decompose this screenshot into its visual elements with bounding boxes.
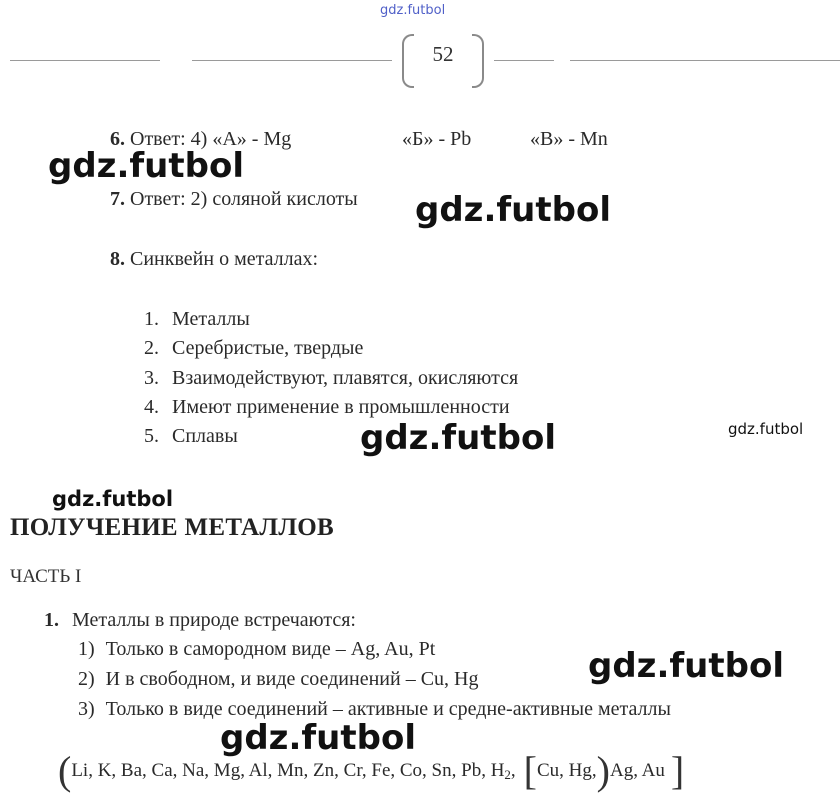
- list-item: [144, 308, 250, 331]
- task-item-text: Только в самородном виде – Ag, Au, Pt: [105, 638, 436, 660]
- task-1: [44, 609, 356, 632]
- watermark: gdz.futbol: [588, 646, 784, 686]
- page-number: 52: [432, 42, 454, 66]
- section-part: ЧАСТЬ I: [10, 566, 82, 587]
- answer-6-v: «В» - Mn: [530, 128, 608, 150]
- series-separator: ,: [510, 759, 516, 781]
- list-item-text: Металлы: [172, 308, 250, 330]
- list-item-number: 5.: [144, 425, 159, 447]
- list-item: [144, 396, 510, 419]
- answer-8-number: 8.: [110, 248, 125, 270]
- list-item-text: Имеют применение в промышленности: [172, 396, 510, 418]
- list-item: [144, 367, 518, 390]
- answer-6-b: «Б» - Pb: [402, 128, 472, 150]
- watermark: gdz.futbol: [360, 418, 556, 458]
- series-main: [71, 760, 515, 783]
- task-item-number: 3): [78, 698, 95, 720]
- header-watermark: gdz.futbol: [380, 3, 446, 18]
- task-item: [78, 668, 478, 691]
- watermark: gdz.futbol: [728, 420, 804, 438]
- list-item-text: Взаимодействуют, плавятся, окисляются: [172, 367, 519, 389]
- watermark: gdz.futbol: [52, 487, 174, 511]
- answer-7: [110, 188, 358, 211]
- task-1-text: Металлы в природе встречаются:: [72, 609, 356, 631]
- list-item-number: 3.: [144, 367, 159, 389]
- series-tail: Ag, Au: [609, 760, 665, 781]
- answer-8: [110, 248, 318, 271]
- list-item-number: 1.: [144, 308, 159, 330]
- series-main-text: Li, K, Ba, Ca, Na, Mg, Al, Mn, Zn, Cr, Fe, Co, Sn, Pb, H: [71, 759, 505, 781]
- answer-7-number: 7.: [110, 188, 125, 210]
- answer-6-number: 6.: [110, 128, 125, 150]
- task-1-number: 1.: [44, 609, 59, 631]
- close-paren: ): [596, 748, 610, 793]
- watermark: gdz.futbol: [415, 190, 611, 230]
- task-item-text: Только в виде соединений – активные и средне-активные металлы: [105, 698, 671, 720]
- list-item-number: 2.: [144, 337, 159, 359]
- task-item-number: 1): [78, 638, 95, 660]
- answer-8-text: Синквейн о металлах:: [130, 248, 319, 270]
- answer-6-text: Ответ: 4) «А» - Mg: [130, 128, 292, 150]
- header-rule-right-2: [570, 60, 840, 61]
- header-rule-right: [494, 60, 554, 61]
- open-paren: (: [58, 748, 72, 793]
- series-inner: Cu, Hg,: [537, 760, 597, 781]
- answer-7-text: Ответ: 2) соляной кислоты: [130, 188, 358, 210]
- header-rule-left-2: [192, 60, 392, 61]
- list-item-number: 4.: [144, 396, 159, 418]
- task-item-text: И в свободном, и виде соединений – Cu, Hg: [105, 668, 479, 690]
- section-title: ПОЛУЧЕНИЕ МЕТАЛЛОВ: [10, 514, 334, 541]
- list-item-text: Сплавы: [172, 425, 238, 447]
- series-h-subscript: 2: [504, 766, 511, 782]
- open-bracket: [: [523, 748, 537, 793]
- page-number-box: [402, 34, 484, 86]
- list-item-text: Серебристые, твердые: [172, 337, 364, 359]
- task-item: [78, 638, 435, 661]
- close-bracket: ]: [670, 748, 685, 793]
- list-item: [144, 425, 238, 448]
- task-item-number: 2): [78, 668, 95, 690]
- watermark: gdz.futbol: [220, 718, 416, 758]
- list-item: [144, 337, 363, 360]
- watermark: gdz.futbol: [48, 146, 244, 186]
- header-rule-left: [10, 60, 160, 61]
